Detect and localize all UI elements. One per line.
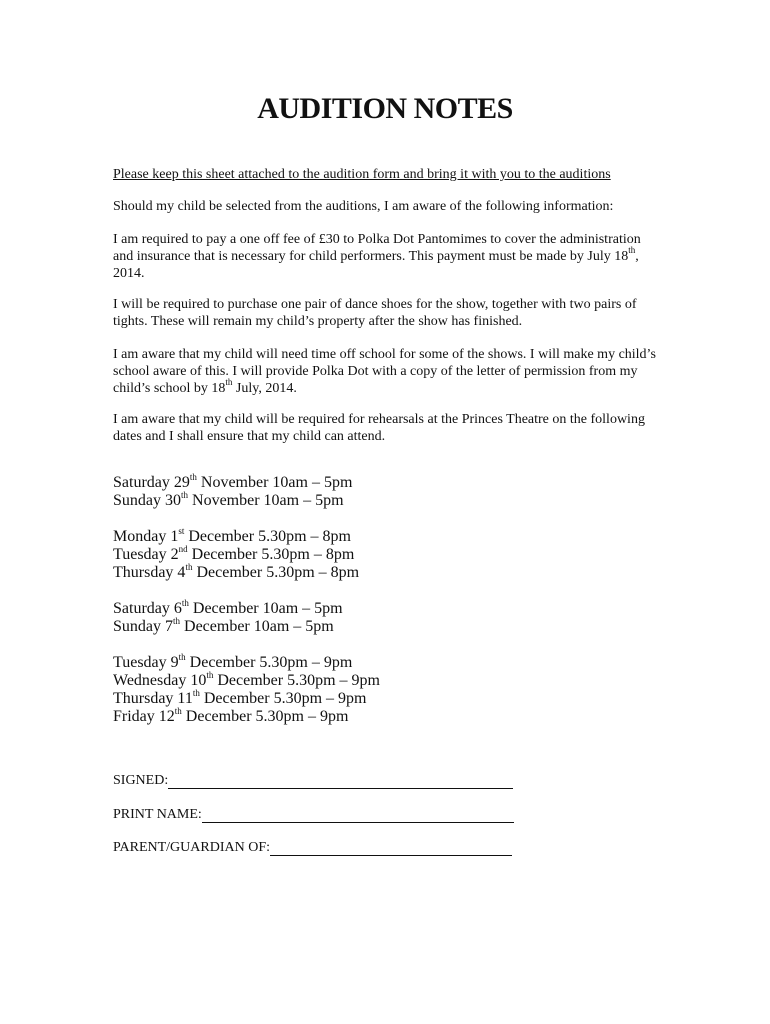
schedule-ordinal: th	[189, 471, 197, 482]
signed-row	[113, 772, 513, 789]
schedule-group-november	[113, 471, 563, 510]
school-text: I am aware that my child will need time off school for some of the shows. I will make my child’s school aware of this. I will provide Polka Dot with a copy of the letter of permission from my child’s school by 18	[113, 347, 656, 396]
schedule-day: Tuesday 9	[113, 654, 179, 671]
fee-superscript: th	[628, 245, 636, 256]
schedule-group-week1	[113, 525, 563, 582]
schedule-time: December 5.30pm – 9pm	[213, 672, 380, 689]
schedule-day: Sunday 30	[113, 492, 181, 509]
schedule-time: December 5.30pm – 9pm	[199, 690, 367, 707]
schedule-time: December 5.30pm – 9pm	[185, 654, 353, 671]
signed-label: SIGNED:	[113, 773, 169, 788]
signed-field-line[interactable]	[168, 774, 513, 789]
schedule-line	[113, 615, 563, 636]
schedule-ordinal: th	[173, 615, 181, 626]
schedule-time: December 10am – 5pm	[180, 618, 334, 635]
schedule-day: Thursday 11	[113, 690, 193, 707]
print-name-field-line[interactable]	[202, 808, 514, 823]
print-name-label: PRINT NAME:	[113, 807, 202, 822]
schedule-ordinal: th	[181, 489, 189, 500]
rehearsal-paragraph: I am aware that my child will be required for rehearsals at the Princes Theatre on the following dates and I shall ensure that my child can attend.	[113, 412, 645, 444]
schedule-group-weekend	[113, 597, 563, 636]
schedule-line	[113, 543, 563, 564]
schedule-time: November 10am – 5pm	[188, 492, 344, 509]
schedule-ordinal: th	[181, 597, 189, 608]
schedule-time: December 5.30pm – 8pm	[192, 564, 360, 581]
schedule-time: December 10am – 5pm	[188, 600, 343, 617]
schedule-line	[113, 561, 563, 582]
schedule-group-week2	[113, 651, 563, 726]
schedule-ordinal: th	[178, 651, 186, 662]
fee-text: I am required to pay a one off fee of £30 to Polka Dot Pantomimes to cover the administration and insurance that is necessary for child performers. This payment must be made by July 18	[113, 232, 641, 264]
schedule-line	[113, 705, 563, 726]
schedule-ordinal: nd	[178, 543, 188, 554]
schedule-line	[113, 651, 563, 672]
intro-text: Should my child be selected from the auditions, I am aware of the following information:	[113, 199, 614, 214]
fee-paragraph	[113, 231, 658, 282]
school-paragraph	[113, 346, 658, 397]
schedule-line	[113, 597, 563, 618]
instruction-text: Please keep this sheet attached to the audition form and bring it with you to the auditions	[113, 167, 611, 182]
school-text-end: July, 2014.	[232, 381, 297, 396]
schedule-day: Thursday 4	[113, 564, 186, 581]
schedule-time: December 5.30pm – 9pm	[181, 708, 349, 725]
schedule-time: November 10am – 5pm	[196, 474, 353, 491]
schedule-ordinal: th	[206, 669, 214, 680]
schedule-time: December 5.30pm – 8pm	[184, 528, 351, 545]
schedule-day: Tuesday 2	[113, 546, 179, 563]
schedule-line	[113, 489, 563, 510]
schedule-ordinal: th	[174, 705, 182, 716]
guardian-field-line[interactable]	[270, 841, 512, 856]
schedule-ordinal: th	[185, 561, 193, 572]
schedule-day: Monday 1	[113, 528, 179, 545]
school-superscript: th	[225, 377, 233, 388]
schedule-day: Saturday 29	[113, 474, 190, 491]
schedule-day: Sunday 7	[113, 618, 173, 635]
guardian-row	[113, 839, 512, 856]
schedule-day: Wednesday 10	[113, 672, 207, 689]
fee-text-end: , 2014.	[113, 249, 639, 281]
schedule-day: Saturday 6	[113, 600, 182, 617]
page-title: AUDITION NOTES	[257, 92, 513, 125]
print-name-row	[113, 806, 514, 823]
guardian-label: PARENT/GUARDIAN OF:	[113, 840, 271, 855]
schedule-ordinal: th	[192, 687, 200, 698]
shoes-paragraph: I will be required to purchase one pair of dance shoes for the show, together with two pairs of tights. These will remain my child’s property after the show has finished.	[113, 297, 637, 329]
schedule-day: Friday 12	[113, 708, 175, 725]
schedule-line	[113, 669, 563, 690]
schedule-time: December 5.30pm – 8pm	[187, 546, 355, 563]
schedule-ordinal: st	[178, 525, 185, 536]
